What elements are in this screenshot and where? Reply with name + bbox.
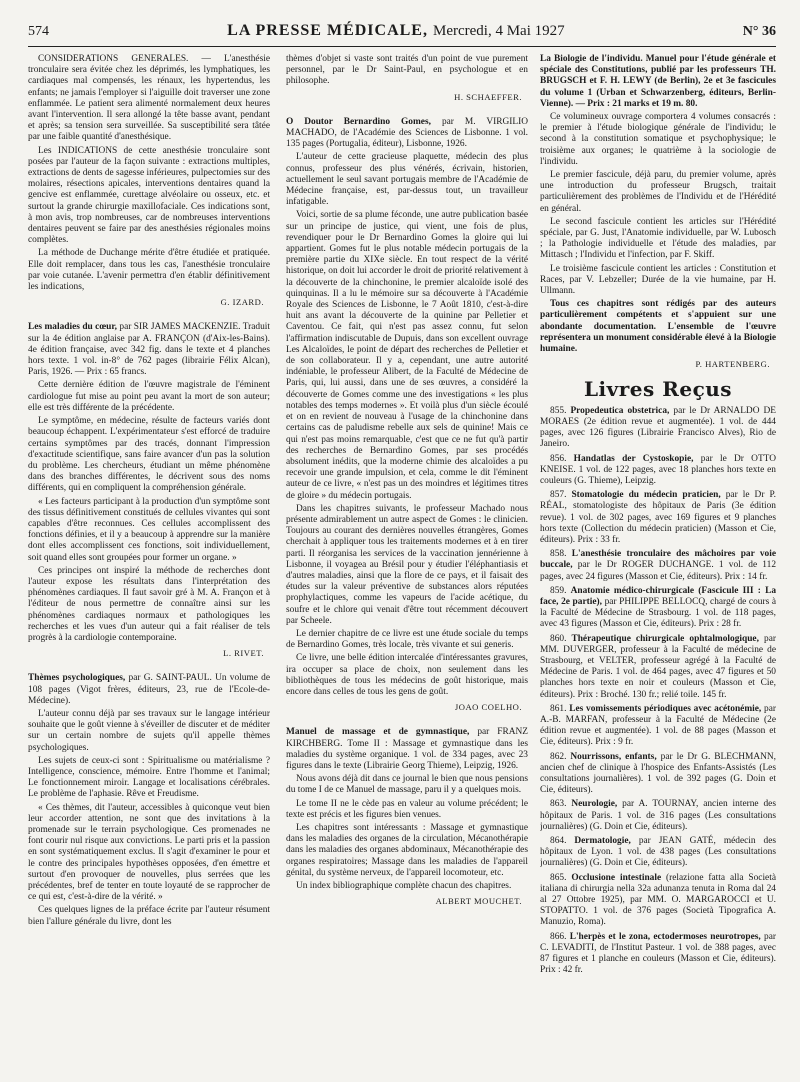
item-details: par A. TOURNAY, ancien interne des hôpitaux de Paris. 1 vol. de 316 pages (Les consultations journalières) (G. Doin et Cie, éditeurs). <box>540 799 776 832</box>
item-details: par le Dr OTTO KNEISE. 1 vol. de 122 pages, avec 18 planches hors texte en couleurs (G. Thieme), Leipzig. <box>540 453 776 486</box>
paragraph: La méthode de Duchange mérite d'être étudiée et pratiquée. Elle doit remplacer, dans tous les cas, l'anesthésie tronculaire par voie cutanée. L'avenir permettra d'en établir définitivement les indications, <box>28 248 270 293</box>
item-title: Handatlas der Cystoskopie, <box>573 453 694 464</box>
list-item <box>540 454 776 488</box>
list-item <box>540 799 776 833</box>
item-title: Thérapeutique chirurgicale ophtalmologique, <box>571 633 759 644</box>
books-received-list <box>540 406 776 977</box>
list-item <box>540 549 776 583</box>
item-details: par C. LEVADITI, de l'Institut Pasteur. 1 vol. de 388 pages, avec 87 figures et 1 planche en couleurs (Masson et Cie, éditeurs). Prix : 42 fr. <box>540 931 776 976</box>
list-item <box>540 634 776 701</box>
item-number: 856. <box>550 453 567 464</box>
paragraph: Un index bibliographique complète chacun des chapitres. <box>296 881 512 892</box>
paragraph: Ces quelques lignes de la préface écrite par l'auteur résument bien l'allure générale du livre, dont les <box>28 905 270 927</box>
column-3 <box>540 54 776 1072</box>
item-title: Dermatologie, <box>574 836 631 846</box>
list-item <box>540 704 776 749</box>
paragraph: CONSIDÉRATIONS GÉNÉRALES. — L'anesthésie tronculaire sera évitée chez les déprimés, les lymphatiques, les cardiaques mal compensés, les rénaux, les hypertendus, les enfants; ne jamais l'employer si l'aiguille doit traverser une zone enflammée. Le patient sera alimenté normalement deux heures avant l'intervention. Il sera allongé la tête basse avant, pendant et après; sa tension sera surveillée. Sa susceptibilité sera tâtée par une faible quantité d'anesthésique. <box>28 54 270 143</box>
page-header <box>28 22 776 47</box>
issue-number: N° 36 <box>742 24 776 39</box>
paragraph: thèmes d'objet si vaste sont traités d'un point de vue purement personnel, par le Dr Saint-Paul, en psychologue et en philosophe. <box>286 54 528 87</box>
list-item <box>540 873 776 929</box>
book-details: par M. VIRGILIO MACHADO, de l'Académie des Sciences de Lisbonne. 1 vol. 135 pages (Portugalia, éditeur), Lisbonne, 1926. <box>286 116 528 150</box>
review-heading <box>286 727 528 772</box>
item-details: par le Dr ARNALDO DE MORAES (2e édition revue et augmentée). 1 vol. de 444 pages, avec 126 figures (Librairie Francisco Alves), Rio de Janeiro. <box>540 405 776 450</box>
paragraph: Ce livre, une belle édition intercalée d'intéressantes gravures, ira occuper sa place de choix, non seulement dans les bibliothèques de tous les médecins de goût historique, mais encore dans celles de tous les gens de goût. <box>286 653 528 697</box>
book-details: par FRANZ KIRCHBERG. Tome II : Massage et gymnastique dans les maladies du système organique. 1 vol. de 334 pages, avec 23 figures dans le texte (Librairie Georg Thieme), Leipzig, 1926. <box>286 727 528 771</box>
list-item <box>540 752 776 797</box>
item-title: Nourrissons, enfants, <box>570 751 657 762</box>
item-title: L'anesthésie tronculaire des mâchoires par voie buccale, <box>540 549 776 571</box>
item-title: Les vomissements périodiques avec acétonémie, <box>569 703 762 714</box>
paragraph: Le tome II ne le cède pas en valeur au volume précédent; le texte est précis et les figures bien venues. <box>286 798 528 820</box>
item-title: Anatomie médico-chirurgicale (Fascicule III : La face, 2e partie), <box>540 585 776 607</box>
item-number: 855. <box>550 405 567 416</box>
paragraph: Ces principes ont inspiré la méthode de recherches dont l'auteur expose les résultats dans l'interprétation des phénomènes cardiaques. Il faut savoir gré à M. A. Françon et à l'éditeur de nous permettre de connaître ainsi sur les phénomènes cardiaques normaux et pathologiques les recherches et les vues d'un auteur qui a fait réaliser de tels progrès à la cardiologie contemporaine. <box>28 565 270 643</box>
paragraph: Le troisième fascicule contient les articles : Constitution et Races, par V. Lebzeller; Durée de la vie humaine, par H. Ullmann. <box>540 263 776 297</box>
column-2 <box>286 54 528 1072</box>
paragraph: Les sujets de ceux-ci sont : Spiritualisme ou matérialisme ? Intelligence, conscience, mémoire. Entre l'homme et l'animal; Le fonctionnement miroir. Langage et localisations cérébrales. Le problème de l'aphasie. Rêve et Freudisme. <box>28 755 270 800</box>
item-number: 864. <box>550 836 567 846</box>
page-number: 574 <box>28 24 49 39</box>
item-details: (relazione fatta alla Società italiana di chirurgia nella 32a adunanza tenuta in Roma dal 24 al 27 Ottobre 1925), par MM. O. MARGAROCCI et U. STOPATTO. 1 vol. de 376 pages (Società Tipografica A. Manuzio, Roma). <box>540 872 776 928</box>
item-details: par le Dr ROGER DUCHANGE. 1 vol. de 112 pages, avec 24 figures (Masson et Cie, éditeurs). Prix : 14 fr. <box>540 560 776 582</box>
item-details: par MM. DUVERGER, professeur à la Faculté de médecine de Strasbourg, et VELTER, professeur agrégé à la Faculté de Médecine de Paris. 1 vol. de 464 pages, avec 47 figures et 50 planches hors texte en noir et couleurs (Masson et Cie, éditeurs). Prix : Broché. 130 fr.; relié toile. 145 fr. <box>540 633 776 700</box>
item-number: 863. <box>550 799 567 810</box>
journal-name: LA PRESSE MÉDICALE, <box>227 22 428 39</box>
paragraph: Dans les chapitres suivants, le professeur Machado nous présente admirablement un autre aspect de Gomes : le clinicien. Toujours au courant des dernières nouvelles étrangères, Gomes cherchait à appliquer tous les traitements modernes et à en tirer parti. Il réorganisa les services de la vaccination jennérienne à Lisbonne, il voyagea au Brésil pour y étudier l'éléphantiasis et d'autres maladies, ainsi que la flore de ce pays, et il faisait des études sur la valeur préventive de substances alors réputées prophylactiques, comme les vapeurs de l'acide acétique, du soufre et le chlore qui venait d'être tout récemment découvert par Scheele. <box>286 503 528 626</box>
book-details: par G. SAINT-PAUL. Un volume de 108 pages (Vigot frères, éditeurs, 23, rue de l'Ecole-de-Médecine). <box>28 673 270 706</box>
item-number: 865. <box>550 872 567 883</box>
book-details: par SIR JAMES MACKENZIE. Traduit sur la 4e édition anglaise par A. FRANÇON (d'Aix-les-Bains). 4e édition française, avec 342 fig. dans le texte et 4 planches hors texte. 1 vol. in-8° de 762 pages (librairie Félix Alcan), Paris, 1926. — Prix : 65 francs. <box>28 322 270 378</box>
review-heading: La Biologie de l'individu. Manuel pour l'étude générale et spéciale des Constitutions, publié par les professeurs TH. BRUGSCH et F. H. LEWY (de Berlin), 2e et 3e fascicules du volume 1 (Urban et Schwarzenberg, éditeurs, Berlin-Vienne). — Prix : 21 marks et 19 m. 80. <box>540 54 776 109</box>
item-title: L'herpès et le zona, ectodermoses neurotropes, <box>569 931 761 942</box>
item-number: 859. <box>550 585 567 596</box>
item-number: 858. <box>550 549 567 560</box>
paragraph: Le symptôme, en médecine, résulte de facteurs variés dont beaucoup échappent. L'expérimentateur s'est efforcé de traduire certains symptômes par des tracés, donnant l'impression d'exactitude scientifique, sans faire avancer d'un pas la solution du problème. Les chercheurs, étudiant un même phénomène dans des branches différentes, le décrivent sous des noms différents, qui en compliquent la compréhension générale. <box>28 416 270 494</box>
item-number: 862. <box>550 751 567 762</box>
paragraph: Tous ces chapitres sont rédigés par des auteurs particulièrement compétents et s'appuient sur une abondante documentation. L'ensemble de l'œuvre représentera un monument considérable élevé à la Biologie humaine. <box>540 299 776 355</box>
paragraph: Cette dernière édition de l'œuvre magistrale de l'éminent cardiologue fut mise au point peu avant la mort de son auteur; elle est très différente de la précédente. <box>28 380 270 413</box>
review-heading <box>286 117 528 151</box>
review-signature: L. RIVET. <box>223 648 264 659</box>
book-title: O Doutor Bernardino Gomes, <box>286 116 431 127</box>
review-signature: H. SCHAEFFER. <box>454 91 522 102</box>
journal-title <box>227 22 564 40</box>
item-number: 861. <box>550 703 567 714</box>
paragraph: Le second fascicule contient les articles sur l'Hérédité spéciale, par G. Just, l'Anatomie individuelle, par W. Lubosch ; la Pathologie individuelle et l'étude des maladies, par Mittasch ; l'Individu et l'infection, par F. Skiff. <box>540 216 776 261</box>
item-number: 866. <box>550 931 567 942</box>
item-details: par le Dr P. RÉAL, stomatologiste des hôpitaux de Paris (3e édition revue). 1 vol. de 302 pages, avec 169 figures et 9 planches hors texte (Collection du médecin praticien) (Masson et Cie, éditeurs). Prix : 33 fr. <box>540 490 776 545</box>
list-item <box>540 932 776 977</box>
item-title: Occlusione intestinale <box>571 872 662 883</box>
paragraph: Voici, sortie de sa plume féconde, une autre publication basée sur un principe de justice, qui vient, une fois de plus, revendiquer pour le Dr Bernardino Gomes la gloire qui lui appartient. Gomes fut le plus notable médecin portugais de la première partie du XIXe siècle. En tout respect de la vérité historique, on doit lui accorder le droit de priorité relativement à la découverte de la chinchonine, le premier alcaloïde isolé des quinquinas. Il a lu le mémoire sur sa découverte à l'Académie Royale des Sciences de Lisbonne, le 7 Août 1810, c'est-à-dire huit ans avant la découverte de la quinine par Pelletier et Caventou. Ce fait, qui n'est pas assez connu, fut selon l'affirmation indiscutable de Dupuis, dans son excellent ouvrage Les Alcaloïdes, le point de départ des recherches de Pelletier et de son collaborateur. Il y a, cependant, une autre autorité indéniable, le professeur Alibert, de la Faculté de Médecine de Paris, qui, lui aussi, dans une de ses œuvres, a considéré la découverte de Gomes comme une des investigations « les plus notables des temps modernes ». Et voilà plus d'un siècle écoulé et on en revient de nouveau à l'usage de la chinchonine dans certains cas de paludisme rebelle aux sels de quinine! Mais ce qui n'est pas moins remarquable, c'est que ce ne fut qu'à partir des recherches de Bernardino Gomes, par ses procédés absolument inédits, que la moderne chimie des alcaloïdes a pu recevoir une grande impulsion, et cela, comme le dit l'éminent auteur de ce livre, « n'est pas un des moindres et légitimes titres de gloire » du médecin portugais. <box>286 210 528 501</box>
list-item <box>540 586 776 631</box>
book-title: Thèmes psychologiques, <box>28 673 126 684</box>
paragraph: Le premier fascicule, déjà paru, du premier volume, après une introduction du professeur Brugsch, traitait particulièrement des problèmes de l'Individu et de l'Hérédité en général. <box>540 170 776 214</box>
paragraph: Nous avons déjà dit dans ce journal le bien que nous pensions du tome I de ce Manuel de massage, paru il y a quelques mois. <box>286 774 528 796</box>
paragraph: Ce volumineux ouvrage comportera 4 volumes consacrés : le premier à l'étude biologique générale de l'individu; le second à la constitution somatique et psychophysique; le troisième aux organes; le quatrième à la sociologie de l'individu. <box>540 112 776 167</box>
book-title: Les maladies du cœur, <box>28 322 117 333</box>
item-title: Neurologie, <box>571 799 618 810</box>
paragraph: Les chapitres sont intéressants : Massage et gymnastique dans les maladies des organes de la circulation, Mécanothérapie dans les maladies des organes abdominaux, Mécanothérapie des organes respiratoires; Massage dans les maladies de l'appareil génital, du système nerveux, de l'appareil locomoteur, etc. <box>286 823 528 878</box>
column-1 <box>28 54 270 1072</box>
paragraph: « Les facteurs participant à la production d'un symptôme sont des tissus définitivement constitués de cellules vivantes qui sont capables d'être reconnues. Ces cellules accomplissent des fonctions définies, et il y a beaucoup à apprendre sur la manière dont elles accomplissent ces fonctions, soit individuellement, soit quand elles sont groupées pour former un organe. » <box>28 496 270 563</box>
review-signature: ALBERT MOUCHET. <box>435 896 522 907</box>
item-number: 857. <box>550 490 567 501</box>
list-item <box>540 406 776 451</box>
review-heading <box>28 322 270 378</box>
paragraph: Le dernier chapitre de ce livre est une étude sociale du temps de Bernardino Gomes, très locale, très vivante et sui generis. <box>286 628 528 651</box>
item-details: par A.-B. MARFAN, professeur à la Faculté de Médecine (2e édition revue et augmentée). 1 vol. de 88 pages (Masson et Cie, éditeurs). Prix : 9 fr. <box>540 703 776 748</box>
issue-date: Mercredi, 4 Mai 1927 <box>432 23 565 39</box>
review-signature: JOAO COELHO. <box>454 702 522 713</box>
paragraph: L'auteur de cette gracieuse plaquette, médecin des plus connus, professeur des plus vénérés, écrivain, historien, actuellement le seul savant portugais membre de l'Académie de Médecine française, est, par-dessus tout, un travailleur infatigable. <box>286 152 528 208</box>
section-title-livres-recus: Livres Reçus <box>583 377 733 402</box>
paragraph: L'auteur connu déjà par ses travaux sur le langage intérieur souhaite que le goût vienne à s'éveiller de discuter et de méditer sur un certain nombre de sujets qu'il appelle thèmes psychologiques. <box>28 708 270 753</box>
item-details: par JEAN GATÉ, médecin des hôpitaux de Lyon. 1 vol. de 438 pages (Les consultations journalières) (G. Doin et Cie, éditeurs). <box>540 836 776 869</box>
paragraph: « Ces thèmes, dit l'auteur, accessibles à quiconque veut bien leur accorder attention, ne sont que des invitations à la promenade sur le terrain psychologique. Ces promenades ne font courir nul risque aux convictions. Le parti pris et la passion en sont systématiquement exclus. Il s'agit d'examiner le pour et le contre des principales hypothèses opposées, d'en émettre et surtout d'en provoquer de nouvelles, plus serrées que les précédentes, bref de tenter en toute loyauté de se rapprocher de ce qui est, c'est-à-dire de la vérité. » <box>28 802 270 903</box>
item-details: par le Dr G. BLECHMANN, ancien chef de clinique à l'hospice des Enfants-Assistés (Les consultations journalières). 1 vol. de 392 pages (G. Doin et Cie, éditeurs). <box>540 751 776 796</box>
item-number: 860. <box>550 633 567 644</box>
item-title: Stomatologie du médecin praticien, <box>571 490 721 501</box>
book-title: Manuel de massage et de gymnastique, <box>286 727 470 738</box>
list-item <box>540 490 776 546</box>
review-signature: G. IZARD. <box>220 297 264 308</box>
list-item <box>540 836 776 870</box>
item-title: Propedeutica obstetrica, <box>570 405 670 416</box>
paragraph: Les INDICATIONS de cette anesthésie tronculaire sont posées par l'auteur de la façon suivante : extractions multiples, extractions de dents de sagesse inférieures, pulpectomies sur des molaires, résections apicales, interventions dentaires quand la gencive est enflammée, curettage alvéolaire ou osseux, etc. et surtout la grande chirurgie maxillofaciale. Ces indications sont, à mon avis, trop nombreuses, car de nombreuses interventions dentaires peuvent se faire par des anesthésies régionales moins complètes. <box>28 145 270 246</box>
item-details: par PHILIPPE BELLOCQ, chargé de cours à la Faculté de Médecine de Strasbourg. 1 vol. de 118 pages, avec 43 figures (Masson et Cie, éditeurs). Prix : 28 fr. <box>540 596 776 630</box>
review-heading <box>28 673 270 707</box>
review-signature: P. HARTENBERG. <box>695 359 770 370</box>
